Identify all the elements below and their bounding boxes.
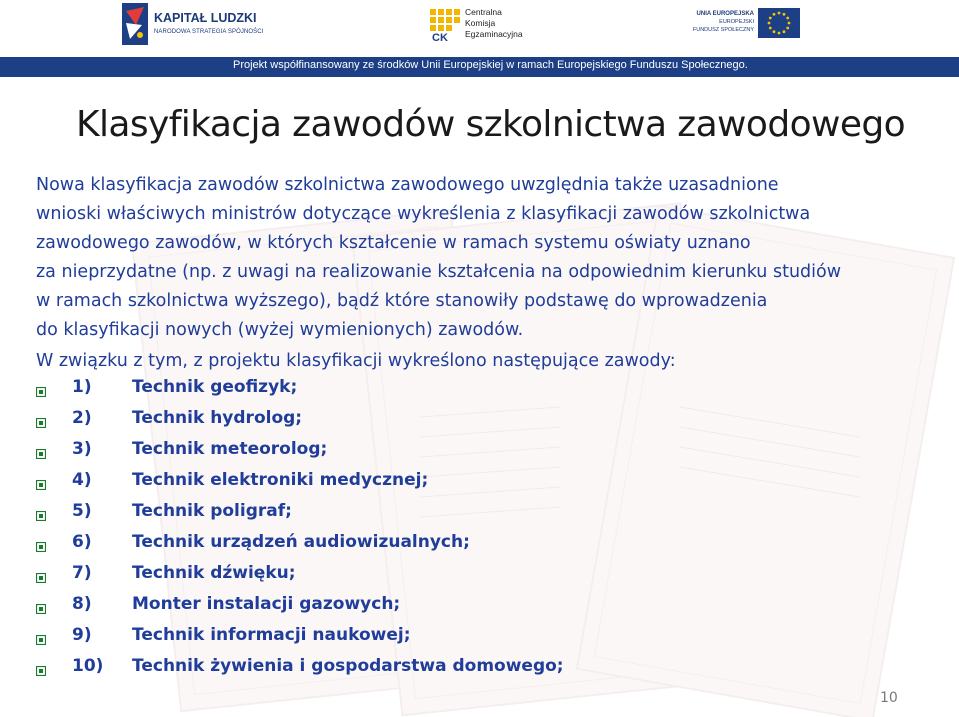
eu-flag-icon (758, 8, 800, 38)
list-intro: W związku z tym, z projektu klasyfikacji wykreślono następujące zawody: (36, 351, 676, 371)
kapital-ludzki-flag-icon (122, 3, 148, 45)
intro-line: do klasyfikacji nowych (wyżej wymienionych) zawodów. (36, 320, 524, 340)
cke-name: Centralna Komisja Egzaminacyjna (465, 7, 523, 39)
square-bullet-icon (36, 387, 46, 397)
kapital-ludzki-logo (122, 3, 262, 49)
intro-line: za nieprzydatne (np. z uwagi na realizowanie kształcenia na odpowiednim kierunku studiów (36, 262, 842, 282)
eu-logo (688, 8, 803, 48)
project-banner (0, 57, 959, 77)
cke-logo (430, 4, 550, 48)
cke-mark-icon (430, 9, 460, 43)
kapital-ludzki-title: KAPITAŁ LUDZKI (154, 11, 257, 25)
kapital-ludzki-subtitle: NARODOWA STRATEGIA SPÓJNOŚCI (154, 29, 264, 35)
square-bullet-icon (36, 418, 46, 428)
square-bullet-icon (36, 511, 46, 521)
square-bullet-icon (36, 542, 46, 552)
eu-logo-text: UNIA EUROPEJSKA EUROPEJSKI FUNDUSZ SPOŁECZNY (692, 11, 754, 33)
square-bullet-icon (36, 635, 46, 645)
intro-paragraph (36, 171, 936, 345)
intro-line: Nowa klasyfikacja zawodów szkolnictwa zawodowego uwzględnia także uzasadnione (36, 175, 779, 195)
page-number: 10 (880, 690, 898, 706)
intro-line: zawodowego zawodów, w których kształcenie w ramach systemu oświaty uznano (36, 233, 751, 253)
square-bullet-icon (36, 480, 46, 490)
square-bullet-icon (36, 666, 46, 676)
page-title: Klasyfikacja zawodów szkolnictwa zawodowego (76, 104, 906, 145)
intro-line: w ramach szkolnictwa wyższego), bądź które stanowiły podstawę do wprowadzenia (36, 291, 768, 311)
intro-line: wnioski właściwych ministrów dotyczące wykreślenia z klasyfikacji zawodów szkolnictwa (36, 204, 811, 224)
square-bullet-icon (36, 449, 46, 459)
square-bullet-icon (36, 573, 46, 583)
square-bullet-icon (36, 604, 46, 614)
logo-bar (0, 0, 959, 56)
banner-text: Projekt współfinansowany ze środków Unii Europejskiej w ramach Europejskiego Funduszu Społecznego. (233, 59, 748, 71)
svg-text:CK: CK (432, 32, 448, 43)
